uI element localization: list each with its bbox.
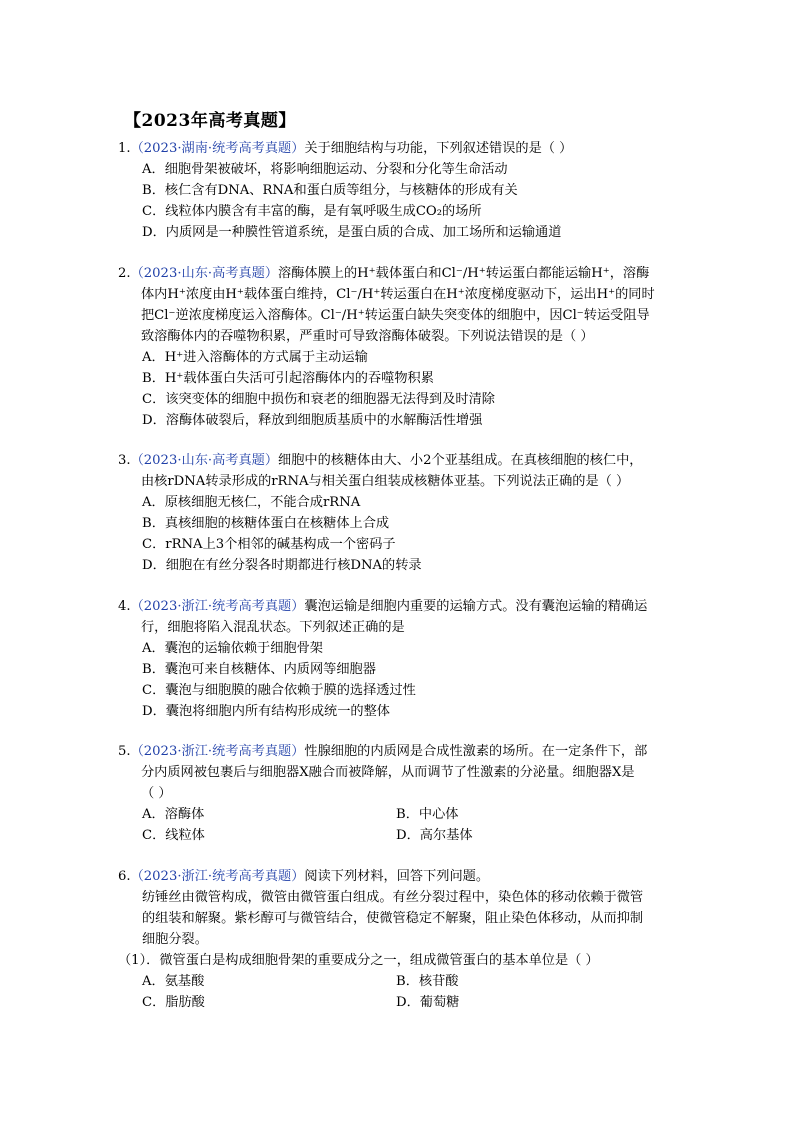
- material-line: 细胞分裂。: [142, 932, 208, 947]
- question-source: （2023·湖南·统考高考真题）: [130, 141, 305, 156]
- question-stem-line: 致溶酶体内的吞噬物积累，严重时可导致溶酶体破裂。下列说法错误的是（ ）: [141, 329, 594, 344]
- question-stem-line: （ ）: [141, 786, 172, 801]
- option-a: A．氨基酸: [142, 974, 205, 989]
- question-number: 1.: [118, 141, 131, 156]
- question-stem-line: 性腺细胞的内质网是合成性激素的场所。在一定条件下，部: [304, 744, 648, 759]
- question-source: （2023·浙江·统考高考真题）: [130, 869, 305, 884]
- question-stem-line: 由核rDNA转录形成的rRNA与相关蛋白组装成核糖体亚基。下列说法正确的是（ ）: [141, 474, 630, 489]
- option-c: C．rRNA上3个相邻的碱基构成一个密码子: [142, 537, 396, 552]
- option-b: B．囊泡可来自核糖体、内质网等细胞器: [142, 662, 376, 677]
- option-d: D．细胞在有丝分裂各时期都进行核DNA的转录: [142, 558, 422, 573]
- option-b: B．核仁含有DNA、RNA和蛋白质等组分，与核糖体的形成有关: [142, 183, 518, 198]
- question-source: （2023·山东·高考真题）: [130, 453, 279, 468]
- question-source: （2023·山东·高考真题）: [130, 266, 279, 281]
- question-4: [118, 596, 688, 722]
- question-stem-line: 把Cl⁻逆浓度梯度运入溶酶体。Cl⁻/H⁺转运蛋白缺失突变体的细胞中，因Cl⁻转运受阻导: [141, 308, 650, 323]
- question-1: [118, 138, 688, 243]
- question-number: 3.: [118, 453, 131, 468]
- option-a: A．细胞骨架被破坏，将影响细胞运动、分裂和分化等生命活动: [142, 162, 508, 177]
- option-c: C．线粒体内膜含有丰富的酶，是有氧呼吸生成CO₂的场所: [142, 204, 482, 219]
- option-b: B．真核细胞的核糖体蛋白在核糖体上合成: [142, 516, 390, 531]
- option-a: A．H⁺进入溶酶体的方式属于主动运输: [142, 350, 368, 365]
- option-a: A．囊泡的运输依赖于细胞骨架: [142, 641, 323, 656]
- question-number: 4.: [118, 599, 131, 614]
- question-stem-line: 细胞中的核糖体由大、小2个亚基组成。在真核细胞的核仁中，: [278, 453, 643, 468]
- option-row: [118, 992, 688, 1013]
- option-c: C．线粒体: [142, 828, 205, 843]
- option-d: D．囊泡将细胞内所有结构形成统一的整体: [142, 704, 390, 719]
- option-row: [118, 971, 688, 992]
- question-6: [118, 866, 688, 1013]
- section-heading: 【2023年高考真题】: [124, 111, 296, 131]
- question-source: （2023·浙江·统考高考真题）: [130, 744, 305, 759]
- question-3: [118, 450, 688, 576]
- option-b: B．核苷酸: [396, 974, 459, 989]
- question-stem: 关于细胞结构与功能，下列叙述错误的是（ ）: [304, 141, 573, 156]
- option-a: A．溶酶体: [142, 807, 205, 822]
- option-d: D．内质网是一种膜性管道系统，是蛋白质的合成、加工场所和运输通道: [142, 225, 562, 240]
- option-a: A．原核细胞无核仁，不能合成rRNA: [142, 495, 361, 510]
- option-b: B．中心体: [396, 807, 459, 822]
- option-c: C．脂肪酸: [142, 995, 205, 1010]
- option-c: C．囊泡与细胞膜的融合依赖于膜的选择透过性: [142, 683, 416, 698]
- option-c: C．该突变体的细胞中损伤和衰老的细胞器无法得到及时清除: [142, 392, 495, 407]
- question-stem-line: 体内H⁺浓度由H⁺载体蛋白维持，Cl⁻/H⁺转运蛋白在H⁺浓度梯度驱动下，运出H⁺的同时: [141, 287, 655, 302]
- question-source: （2023·浙江·统考高考真题）: [130, 599, 305, 614]
- question-number: 5.: [118, 744, 131, 759]
- material-line: 纺锤丝由微管构成，微管由微管蛋白组成。有丝分裂过程中，染色体的移动依赖于微管: [142, 890, 644, 905]
- question-2: [118, 263, 688, 431]
- question-stem: 阅读下列材料，回答下列问题。: [304, 869, 490, 884]
- option-d: D．高尔基体: [396, 828, 473, 843]
- option-b: B．H⁺载体蛋白失活可引起溶酶体内的吞噬物积累: [142, 371, 434, 386]
- question-number: 2.: [118, 266, 131, 281]
- question-number: 6.: [118, 869, 131, 884]
- question-stem-line: 溶酶体膜上的H⁺载体蛋白和Cl⁻/H⁺转运蛋白都能运输H⁺，溶酶: [278, 266, 650, 281]
- option-d: D．溶酶体破裂后，释放到细胞质基质中的水解酶活性增强: [142, 413, 483, 428]
- option-row: [118, 825, 688, 846]
- option-d: D．葡萄糖: [396, 995, 460, 1010]
- question-5: [118, 741, 688, 846]
- option-row: [118, 804, 688, 825]
- material-line: 的组装和解聚。紫杉醇可与微管结合，使微管稳定不解聚，阻止染色体移动，从而抑制: [142, 911, 644, 926]
- question-stem-line: 行，细胞将陷入混乱状态。下列叙述正确的是: [141, 620, 405, 635]
- sub-question: （1）．微管蛋白是构成细胞骨架的重要成分之一，组成微管蛋白的基本单位是（ ）: [118, 953, 599, 968]
- question-stem-line: 囊泡运输是细胞内重要的运输方式。没有囊泡运输的精确运: [304, 599, 648, 614]
- question-stem-line: 分内质网被包裹后与细胞器X融合而被降解，从而调节了性激素的分泌量。细胞器X是: [141, 765, 635, 780]
